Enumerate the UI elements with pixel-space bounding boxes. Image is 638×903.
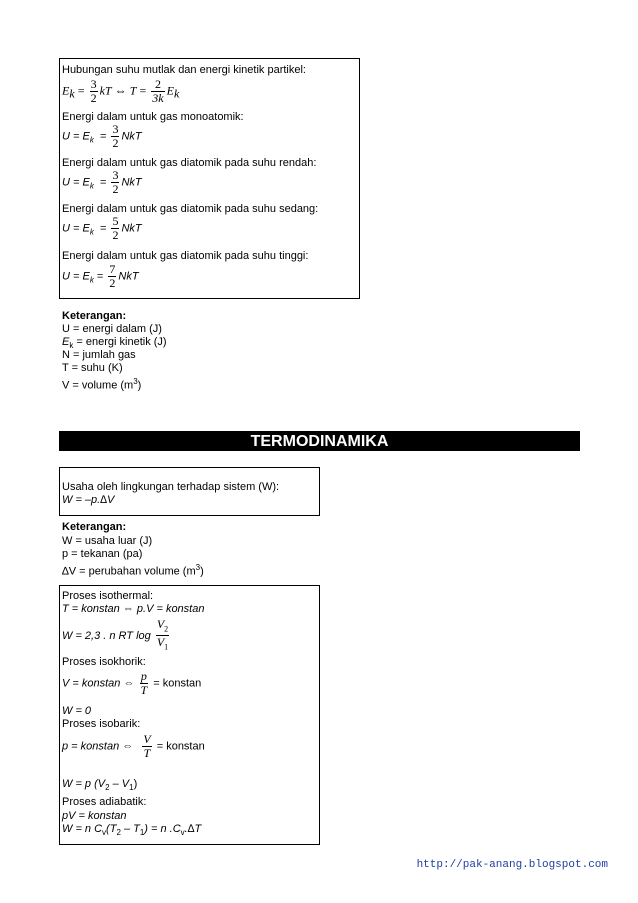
keterangan-2-dv: ∆V = perubahan volume $(m^3)$ [62,563,204,578]
usaha-line-1: Usaha oleh lingkungan terhadap sistem (W): [62,481,280,493]
dia-mid-title: Energi dalam untuk gas diatomik pada suhu sedang: [62,203,319,215]
dia-low-formula: $U = E_k$ = $\frac{3}{2}$ NkT [62,168,142,196]
isothermal-w: W = 2,3 . n RT log $\frac{V_2}{V_1}$ [62,617,169,652]
dia-mid-formula: $U = E_k$ = $\frac{5}{2}$ NkT [62,214,142,242]
adiabatik-title: Proses adiabatik: [62,796,147,808]
fraction-2-3k: $\frac{2}{3k}$ [152,77,164,105]
isokhorik-w: W = 0 [62,705,92,717]
isobarik-title: Proses isobarik: [62,718,141,730]
keterangan-1-ek: $E_k$ = energi kinetik (J) [62,336,167,351]
isokhorik-line: V = konstan ⇔ $\frac{p}{T}$ = konstan [62,669,202,697]
keterangan-1-v: V = volume $(m^3)$ [62,377,142,392]
dia-high-title: Energi dalam untuk gas diatomik pada suhu tinggi: [62,250,309,262]
section-banner-termodinamika: TERMODINAMIKA [59,431,580,451]
footer-url[interactable]: http://pak-anang.blogspot.com [416,859,608,871]
keterangan-1-title: Keterangan: [62,310,127,322]
isokhorik-title: Proses isokhorik: [62,656,146,668]
isobarik-line: p = konstan ⇔ $\frac{V}{T}$ = konstan [62,732,205,760]
ek-kt-formula: $E_k$ = $\frac{3}{2}$ kT ⇔ T = $\frac{2}{3k}$ $E_k$ [62,77,180,105]
mono-title: Energi dalam untuk gas monoatomik: [62,111,244,123]
isothermal-line: T = konstan ⇔ p.V = konstan [62,603,205,615]
keterangan-1-n: N = jumlah gas [62,349,136,361]
keterangan-1-u: U = energi dalam (J) [62,323,162,335]
fraction-v2-v1: $\frac{V_2}{V_1}$ [156,617,169,652]
dia-low-title: Energi dalam untuk gas diatomik pada suhu rendah: [62,157,317,169]
isobarik-w: W = p $(V_2 - V_1)$ [62,778,138,793]
keterangan-1-t: T = suhu (K) [62,362,123,374]
adiabatik-w: W = n $C_v(T_2 - T_1) = n$ $.C_v.\Delta T$ [62,823,202,838]
isothermal-title: Proses isothermal: [62,590,154,602]
keterangan-2-p: p = tekanan (pa) [62,548,143,560]
fraction-3-2: $\frac{3}{2}$ [90,77,97,105]
keterangan-2-w: W = usaha luar (J) [62,535,153,547]
mono-formula: $U = E_k$ = $\frac{3}{2}$ NkT [62,122,142,150]
kinetic-intro: Hubungan suhu mutlak dan energi kinetik partikel: [62,64,306,76]
dia-high-formula: $U = E_k$ = $\frac{7}{2}$ NkT [62,262,139,290]
adiabatik-line: pV = konstan [62,810,127,822]
usaha-line-2: W = –p.∆V [62,494,115,506]
keterangan-2-title: Keterangan: [62,521,127,533]
